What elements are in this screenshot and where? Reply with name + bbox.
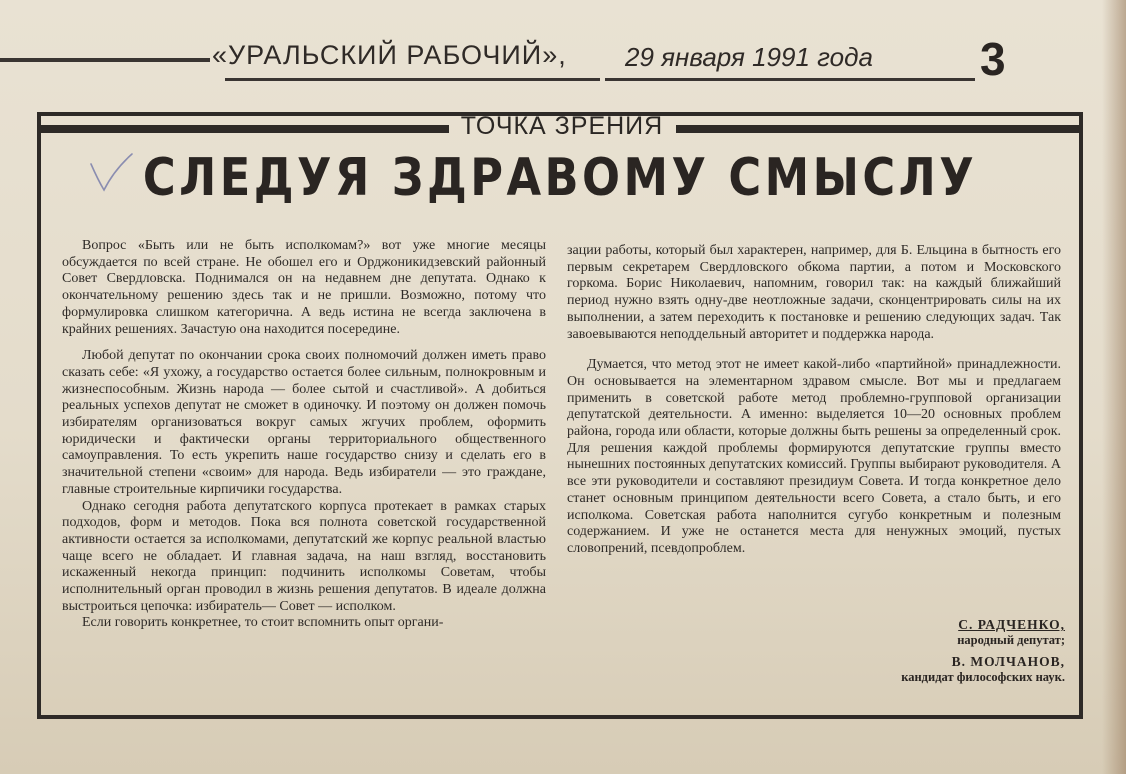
- author-role: народный депутат;: [957, 633, 1065, 647]
- article-column-right: [567, 243, 1061, 558]
- masthead-rule-under-date: [605, 78, 975, 81]
- author-name: В. МОЛЧАНОВ,: [951, 654, 1065, 669]
- author-name: С. РАДЧЕНКО,: [958, 617, 1065, 632]
- article-headline: СЛЕДУЯ ЗДРАВОМУ СМЫСЛУ: [142, 148, 978, 208]
- author-role: кандидат философских наук.: [901, 670, 1065, 684]
- paragraph: Если говорить конкретнее, то стоит вспомнить опыт органи-: [82, 615, 444, 631]
- rubric-bar-left: [41, 125, 449, 133]
- masthead: [0, 20, 1126, 85]
- paragraph: Вопрос «Быть или не быть исполкомам?» вот уже многие месяцы обсуждается по всей стране. Не обошел его и Орджоникидзевский районный Совет Свердловска. Поднимался он на недавнем дне депутата. Однако к окончательному решению здесь так и не пришли. Возможно, потому что формулировка слишком категорична. А ведь истина не всегда заключена в крайних решениях. Зачастую она находится посередине.: [62, 238, 546, 337]
- newspaper-title: «УРАЛЬСКИЙ РАБОЧИЙ»,: [212, 40, 567, 70]
- rubric-bar-right: [676, 125, 1079, 133]
- paragraph: Думается, что метод этот не имеет какой-либо «партийной» принадлежности. Он основывается на элементарном здравом смысле. Вот мы и предлагаем применить в советской работе метод проблемно-групповой организации депутатской деятельности. А именно: выделяется 10—20 основных проблем района, города или области, которые должны быть решены за определенный срок. Для решения каждой проблемы формируются депутатские группы вместо нынешних постоянных депутатских комиссий. Группы выбирают руководителя. А все эти руководители и составляют президиум Совета. И тогда конкретное дело станет основным принципом деятельности всего Совета, а стало быть, и его исполкома. Советская работа наполнится сугубо конкретным и полезным содержанием. И уже не останется места для ненужных эмоций, пустых словопрений, псевдопроблем.: [567, 357, 1061, 556]
- author-signatures: [820, 617, 1065, 691]
- masthead-rule-left: [0, 58, 210, 62]
- article-rubric: ТОЧКА ЗРЕНИЯ: [460, 112, 664, 140]
- paragraph: Однако сегодня работа депутатского корпуса протекает в рамках старых подходов, форм и методов. Пока вся полнота советской государственной активности остается за исполкомами, депутатский же корпус реальной властью чаще всего не обладает. И главная задача, на наш взгляд, восстановить искаженный некогда принцип: подчинить исполкомы Советам, чтобы исполнительный орган проводил в жизнь решения депутатов. В идеале должна выстроиться цепочка: избиратель— Совет — исполком.: [62, 498, 546, 614]
- page-number: 3: [980, 33, 1006, 85]
- paragraph: зации работы, который был характерен, например, для Б. Ельцина в бытность его первым секретарем Свердловского обкома партии, а потом и Московского горкома. Борис Николаевич, напомним, говорил так: на каждый ближайший период нужно взять одну-две неотложные задачи, сконцентрировать силы на их выполнении, а затем переходить к постановке и решению следующих задач. Так завоевываются неподдельный авторитет и поддержка народа.: [567, 243, 1061, 342]
- article-column-left: [62, 238, 546, 632]
- masthead-rule-under-title: [225, 78, 600, 81]
- paragraph: Любой депутат по окончании срока своих полномочий должен иметь право сказать себе: «Я ухожу, а государство остается более сильным, полнокровным и жизнеспособным. Жизнь народа — более сытой и счастливой». А добиться реальных успехов депутат не сможет в одиночку. И поэтому он должен помочь избирателям организоваться вокруг самых жгучих проблем, оформить юридически и фактически органы территориального общественного самоуправления. То есть укрепить наше государство снизу и сделать его в значительной степени «своим» для народа. Ведь избиратели — это граждане, главные строительные кирпичики государства.: [62, 348, 546, 497]
- issue-date: 29 января 1991 года: [625, 42, 873, 72]
